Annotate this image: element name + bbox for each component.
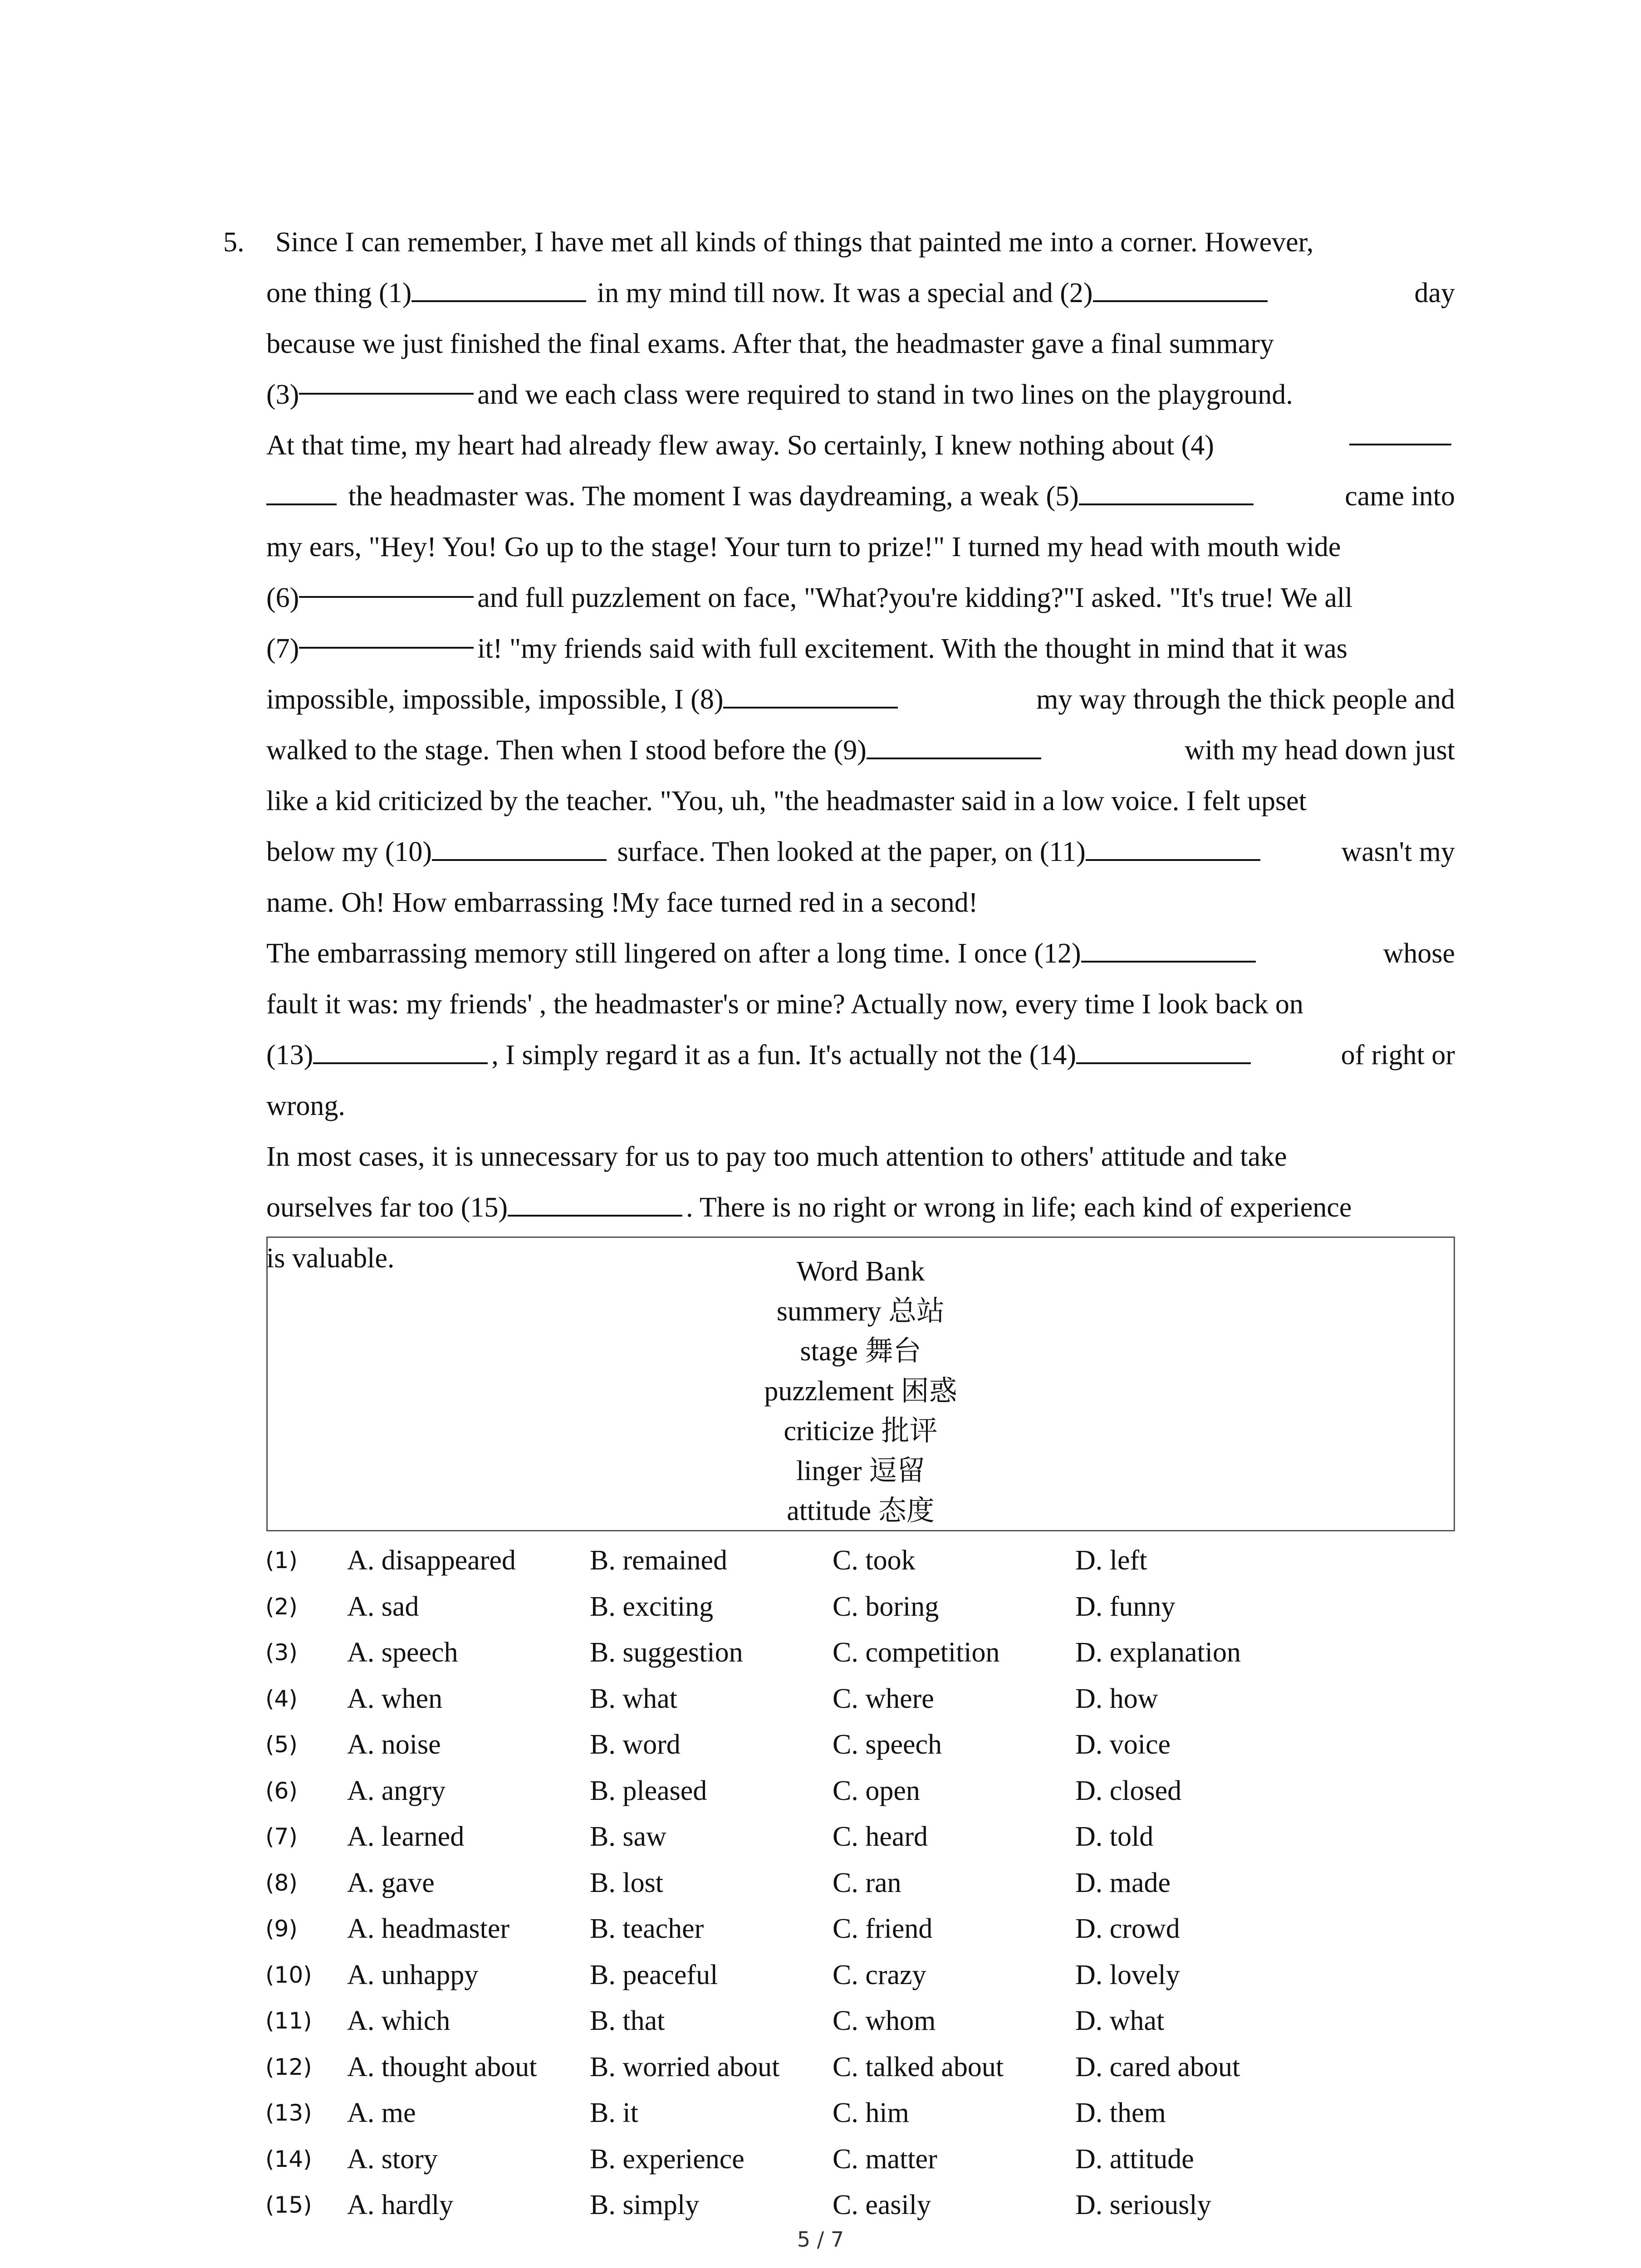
option-row xyxy=(265,1630,1490,1676)
option-d[interactable]: D. explanation xyxy=(1075,1637,1241,1668)
blank-9[interactable] xyxy=(867,734,1041,759)
option-c[interactable]: C. took xyxy=(833,1545,916,1576)
option-row xyxy=(265,2136,1490,2183)
option-number: (10) xyxy=(265,1961,312,1988)
blank-4-part1[interactable] xyxy=(1349,420,1451,445)
passage-line: name. Oh! How embarrassing !My face turned red in a second! xyxy=(266,887,978,918)
option-a[interactable]: A. angry xyxy=(347,1775,446,1806)
option-a[interactable]: A. speech xyxy=(347,1637,458,1668)
option-b[interactable]: B. remained xyxy=(590,1545,728,1576)
option-d[interactable]: D. made xyxy=(1075,1867,1171,1898)
option-row xyxy=(265,1998,1490,2044)
option-a[interactable]: A. story xyxy=(347,2143,438,2175)
blank-15[interactable] xyxy=(508,1191,682,1217)
option-b[interactable]: B. word xyxy=(590,1729,681,1760)
passage-line: like a kid criticized by the teacher. "You, uh, "the headmaster said in a low voice. I felt upset xyxy=(266,786,1307,816)
passage-line: fault it was: my friends' , the headmaster's or mine? Actually now, every time I look back on xyxy=(266,989,1303,1020)
blank-5[interactable] xyxy=(1079,480,1254,505)
option-row xyxy=(265,1676,1490,1722)
option-a[interactable]: A. noise xyxy=(347,1729,441,1760)
option-row xyxy=(265,2090,1490,2136)
option-d[interactable]: D. voice xyxy=(1075,1729,1171,1760)
passage-line: ourselves far too (15) . There is no right or wrong in life; each kind of experience xyxy=(266,1192,1352,1223)
option-number: (1) xyxy=(265,1547,298,1574)
blank-12[interactable] xyxy=(1081,937,1256,963)
option-b[interactable]: B. suggestion xyxy=(590,1637,743,1668)
option-d[interactable]: D. how xyxy=(1075,1683,1158,1714)
option-d[interactable]: D. cared about xyxy=(1075,2051,1240,2082)
option-number: (5) xyxy=(265,1731,298,1758)
option-row xyxy=(265,1722,1490,1768)
option-a[interactable]: A. hardly xyxy=(347,2190,454,2220)
option-row xyxy=(265,1814,1490,1860)
option-d[interactable]: D. funny xyxy=(1075,1591,1176,1622)
option-d[interactable]: D. what xyxy=(1075,2005,1165,2036)
option-a[interactable]: A. thought about xyxy=(347,2051,537,2082)
option-c[interactable]: C. friend xyxy=(833,1913,933,1944)
option-b[interactable]: B. it xyxy=(590,2097,638,2128)
option-c[interactable]: C. crazy xyxy=(833,1959,926,1990)
word-bank-title: Word Bank xyxy=(796,1256,925,1287)
option-c[interactable]: C. open xyxy=(833,1775,920,1806)
option-b[interactable]: B. lost xyxy=(590,1867,663,1898)
option-d[interactable]: D. told xyxy=(1075,1821,1154,1852)
option-number: (9) xyxy=(265,1916,298,1942)
passage-line: below my (10) surface. Then looked at the paper, on (11) wasn't my xyxy=(266,836,1455,867)
option-a[interactable]: A. gave xyxy=(347,1867,435,1898)
passage-line: my ears, "Hey! You! Go up to the stage! Your turn to prize!" I turned my head with mouth wide xyxy=(266,532,1341,562)
option-a[interactable]: A. learned xyxy=(347,1821,465,1852)
passage-line: (6) and full puzzlement on face, "What?you're kidding?"I asked. "It's true! We all xyxy=(266,572,1455,623)
option-d[interactable]: D. seriously xyxy=(1075,2190,1211,2220)
option-row xyxy=(265,1538,1490,1584)
blank-11[interactable] xyxy=(1086,836,1260,861)
word-bank-box xyxy=(266,1237,1455,1531)
option-a[interactable]: A. when xyxy=(347,1683,443,1714)
option-number: (3) xyxy=(265,1639,298,1666)
answer-options xyxy=(265,1538,1490,2229)
option-row xyxy=(265,2044,1490,2091)
option-c[interactable]: C. boring xyxy=(833,1591,939,1622)
passage-line: In most cases, it is unnecessary for us to pay too much attention to others' attitude and take xyxy=(266,1141,1287,1172)
word-bank-entry: linger 逗留 xyxy=(796,1456,926,1486)
option-number: (4) xyxy=(265,1685,298,1712)
passage-line: because we just finished the final exams. After that, the headmaster gave a final summary xyxy=(266,328,1274,359)
passage-line: the headmaster was. The moment I was daydreaming, a weak (5) came into xyxy=(266,471,1455,522)
word-bank-entry: puzzlement 困惑 xyxy=(764,1376,957,1407)
option-a[interactable]: A. sad xyxy=(347,1591,419,1622)
page-number: 5 / 7 xyxy=(797,2227,844,2252)
option-b[interactable]: B. simply xyxy=(590,2190,700,2220)
option-c[interactable]: C. easily xyxy=(833,2190,931,2220)
passage-line: At that time, my heart had already flew away. So certainly, I knew nothing about (4) xyxy=(266,420,1455,471)
passage-line: (7) it! "my friends said with full excitement. With the thought in mind that it was xyxy=(266,623,1455,674)
question-number: 5. xyxy=(223,227,245,258)
option-c[interactable]: C. competition xyxy=(833,1637,1000,1668)
option-number: (8) xyxy=(265,1869,298,1896)
blank-14[interactable] xyxy=(1076,1039,1251,1064)
option-number: (2) xyxy=(265,1593,298,1620)
option-b[interactable]: B. experience xyxy=(590,2143,745,2175)
option-number: (7) xyxy=(265,1823,298,1850)
option-b[interactable]: B. exciting xyxy=(590,1591,714,1622)
option-d[interactable]: D. attitude xyxy=(1075,2143,1194,2175)
blank-6[interactable] xyxy=(299,572,474,598)
option-row xyxy=(265,1952,1490,1999)
option-number: (6) xyxy=(265,1777,298,1804)
option-row xyxy=(265,1906,1490,1952)
option-row xyxy=(265,1860,1490,1906)
passage-line: (3) and we each class were required to stand in two lines on the playground. xyxy=(266,369,1455,420)
passage-line: impossible, impossible, impossible, I (8) my way through the thick people and xyxy=(266,684,1455,715)
option-row xyxy=(265,1584,1490,1630)
passage-line: Since I can remember, I have met all kinds of things that painted me into a corner. However, xyxy=(275,227,1314,258)
option-d[interactable]: D. lovely xyxy=(1075,1959,1180,1990)
passage-line: is valuable. xyxy=(266,1243,395,1274)
blank-2[interactable] xyxy=(1093,277,1268,302)
option-a[interactable]: A. which xyxy=(347,2005,451,2036)
option-a[interactable]: A. unhappy xyxy=(347,1959,479,1990)
option-row xyxy=(265,1768,1490,1814)
option-number: (12) xyxy=(265,2053,312,2080)
option-number: (13) xyxy=(265,2100,312,2126)
option-d[interactable]: D. them xyxy=(1075,2097,1166,2128)
blank-1[interactable] xyxy=(411,277,586,302)
word-bank-entry: criticize 批评 xyxy=(784,1416,938,1447)
option-d[interactable]: D. crowd xyxy=(1075,1913,1180,1944)
option-b[interactable]: B. saw xyxy=(590,1821,666,1852)
option-b[interactable]: B. teacher xyxy=(590,1913,704,1944)
option-number: (15) xyxy=(265,2192,312,2218)
option-row xyxy=(265,2182,1490,2229)
passage-line: one thing (1) in my mind till now. It was a special and (2) day xyxy=(266,278,1455,308)
passage-line: The embarrassing memory still lingered on after a long time. I once (12) whose xyxy=(266,938,1455,969)
option-b[interactable]: B. what xyxy=(590,1683,677,1714)
option-c[interactable]: C. speech xyxy=(833,1729,942,1760)
option-d[interactable]: D. closed xyxy=(1075,1775,1182,1806)
option-a[interactable]: A. headmaster xyxy=(347,1913,510,1944)
blank-7[interactable] xyxy=(299,623,474,649)
cloze-passage xyxy=(266,217,1455,1284)
option-d[interactable]: D. left xyxy=(1075,1545,1147,1576)
option-b[interactable]: B. peaceful xyxy=(590,1959,718,1990)
option-c[interactable]: C. ran xyxy=(833,1867,901,1898)
passage-line: wrong. xyxy=(266,1090,345,1121)
word-bank-entry: summery 总站 xyxy=(776,1296,945,1327)
blank-3[interactable] xyxy=(299,369,474,395)
option-b[interactable]: B. pleased xyxy=(590,1775,707,1806)
option-c[interactable]: C. him xyxy=(833,2097,909,2128)
option-c[interactable]: C. matter xyxy=(833,2143,937,2175)
option-c[interactable]: C. whom xyxy=(833,2005,936,2036)
option-a[interactable]: A. disappeared xyxy=(347,1545,516,1576)
word-bank-entry: stage 舞台 xyxy=(800,1336,921,1367)
blank-10[interactable] xyxy=(432,836,607,861)
blank-4-part2[interactable] xyxy=(266,480,337,505)
blank-8[interactable] xyxy=(723,683,898,709)
word-bank-entry: attitude 态度 xyxy=(787,1496,935,1526)
option-b[interactable]: B. that xyxy=(590,2005,665,2036)
option-number: (11) xyxy=(265,2008,312,2034)
passage-line: walked to the stage. Then when I stood before the (9) with my head down just xyxy=(266,735,1455,766)
blank-13[interactable] xyxy=(313,1039,488,1064)
option-c[interactable]: C. heard xyxy=(833,1821,928,1852)
option-c[interactable]: C. talked about xyxy=(833,2051,1004,2082)
passage-line: (13) , I simply regard it as a fun. It's actually not the (14) of right or xyxy=(266,1040,1455,1070)
option-a[interactable]: A. me xyxy=(347,2097,416,2128)
option-c[interactable]: C. where xyxy=(833,1683,934,1714)
option-number: (14) xyxy=(265,2146,312,2172)
option-b[interactable]: B. worried about xyxy=(590,2051,780,2082)
